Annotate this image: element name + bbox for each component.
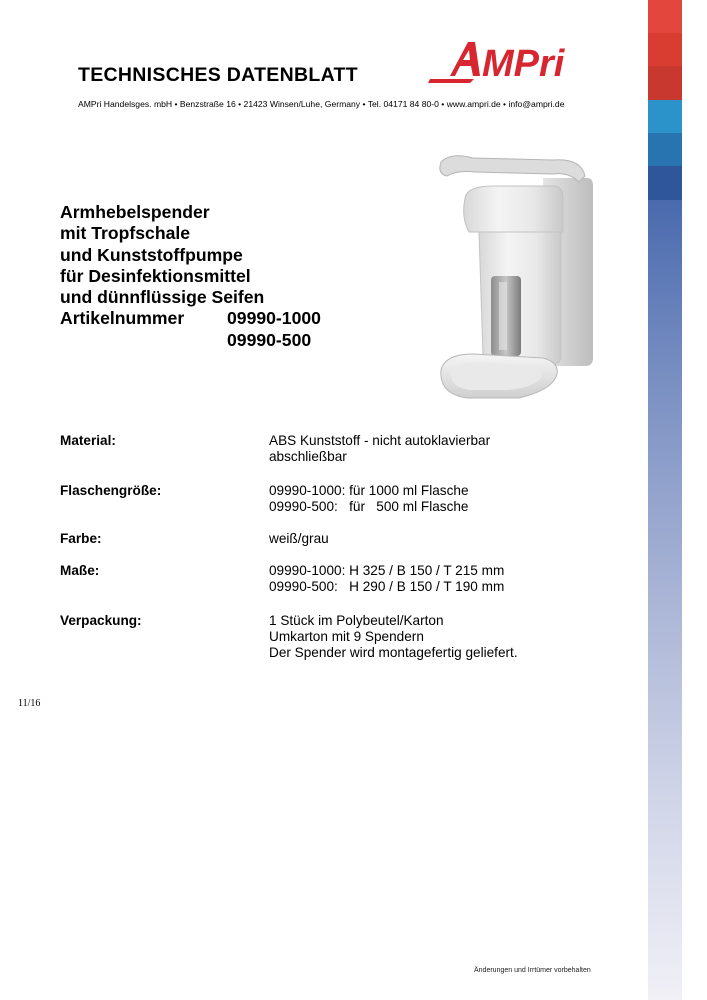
spec-value: 09990-500: für 500 ml Flasche (269, 499, 469, 515)
spec-label: Farbe: (60, 531, 102, 546)
side-bar-gradient (648, 200, 682, 1000)
side-bar-segment (648, 100, 682, 133)
product-title-line: und Kunststoffpumpe (60, 244, 243, 265)
spec-value: 1 Stück im Polybeutel/Karton (269, 613, 444, 628)
spec-value: weiß/grau (269, 531, 329, 546)
footer-disclaimer: Änderungen und Irrtümer vorbehalten (474, 967, 591, 974)
spec-values (269, 483, 469, 515)
spec-value: Der Spender wird montagefertig geliefert. (269, 645, 518, 661)
spec-value: 09990-500: H 290 / B 150 / T 190 mm (269, 579, 505, 595)
document-title: TECHNISCHES DATENBLATT (78, 64, 358, 86)
spec-value: ABS Kunststoff - nicht autoklavierbar (269, 433, 491, 448)
svg-text:MPri: MPri (482, 43, 565, 85)
side-bar-segment (648, 33, 682, 66)
product-title-line: Armhebelspender (60, 202, 210, 222)
product-title-line: mit Tropfschale (60, 223, 191, 244)
spec-value: 09990-1000: für 1000 ml Flasche (269, 483, 469, 498)
spec-values (269, 433, 490, 465)
spec-value: abschließbar (269, 449, 347, 465)
ampri-logo (428, 36, 584, 88)
spec-label: Material: (60, 433, 116, 448)
decorative-side-bar (648, 0, 682, 1000)
article-number: 09990-1000 (227, 308, 321, 329)
spec-value: Umkarton mit 9 Spendern (269, 629, 424, 645)
side-bar-segment (648, 133, 682, 166)
company-contact-line: AMPri Handelsges. mbH • Benzstraße 16 • 21423 Winsen/Luhe, Germany • Tel. 04171 84 80-0 • www.ampri.de • info@ampri.de (78, 99, 565, 109)
spec-values (269, 531, 329, 547)
spec-label: Maße: (60, 563, 100, 578)
spec-value: 09990-1000: H 325 / B 150 / T 215 mm (269, 563, 505, 578)
spec-label: Flaschengröße: (60, 483, 162, 498)
page-number: 11/16 (18, 698, 41, 709)
spec-values (269, 613, 518, 662)
side-bar-segment (648, 0, 682, 33)
spec-label: Verpackung: (60, 613, 142, 628)
product-photo-dispenser (403, 136, 628, 416)
article-number-label: Artikelnummer (60, 308, 185, 329)
product-title-line: und dünnflüssige Seifen (60, 287, 265, 308)
side-bar-segment (648, 166, 682, 200)
product-title-block (60, 202, 321, 351)
side-bar-segment (648, 66, 682, 100)
product-title-line: für Desinfektionsmittel (60, 265, 251, 286)
article-number: 09990-500 (227, 329, 312, 350)
spec-values (269, 563, 504, 595)
article-number-row (60, 308, 321, 329)
